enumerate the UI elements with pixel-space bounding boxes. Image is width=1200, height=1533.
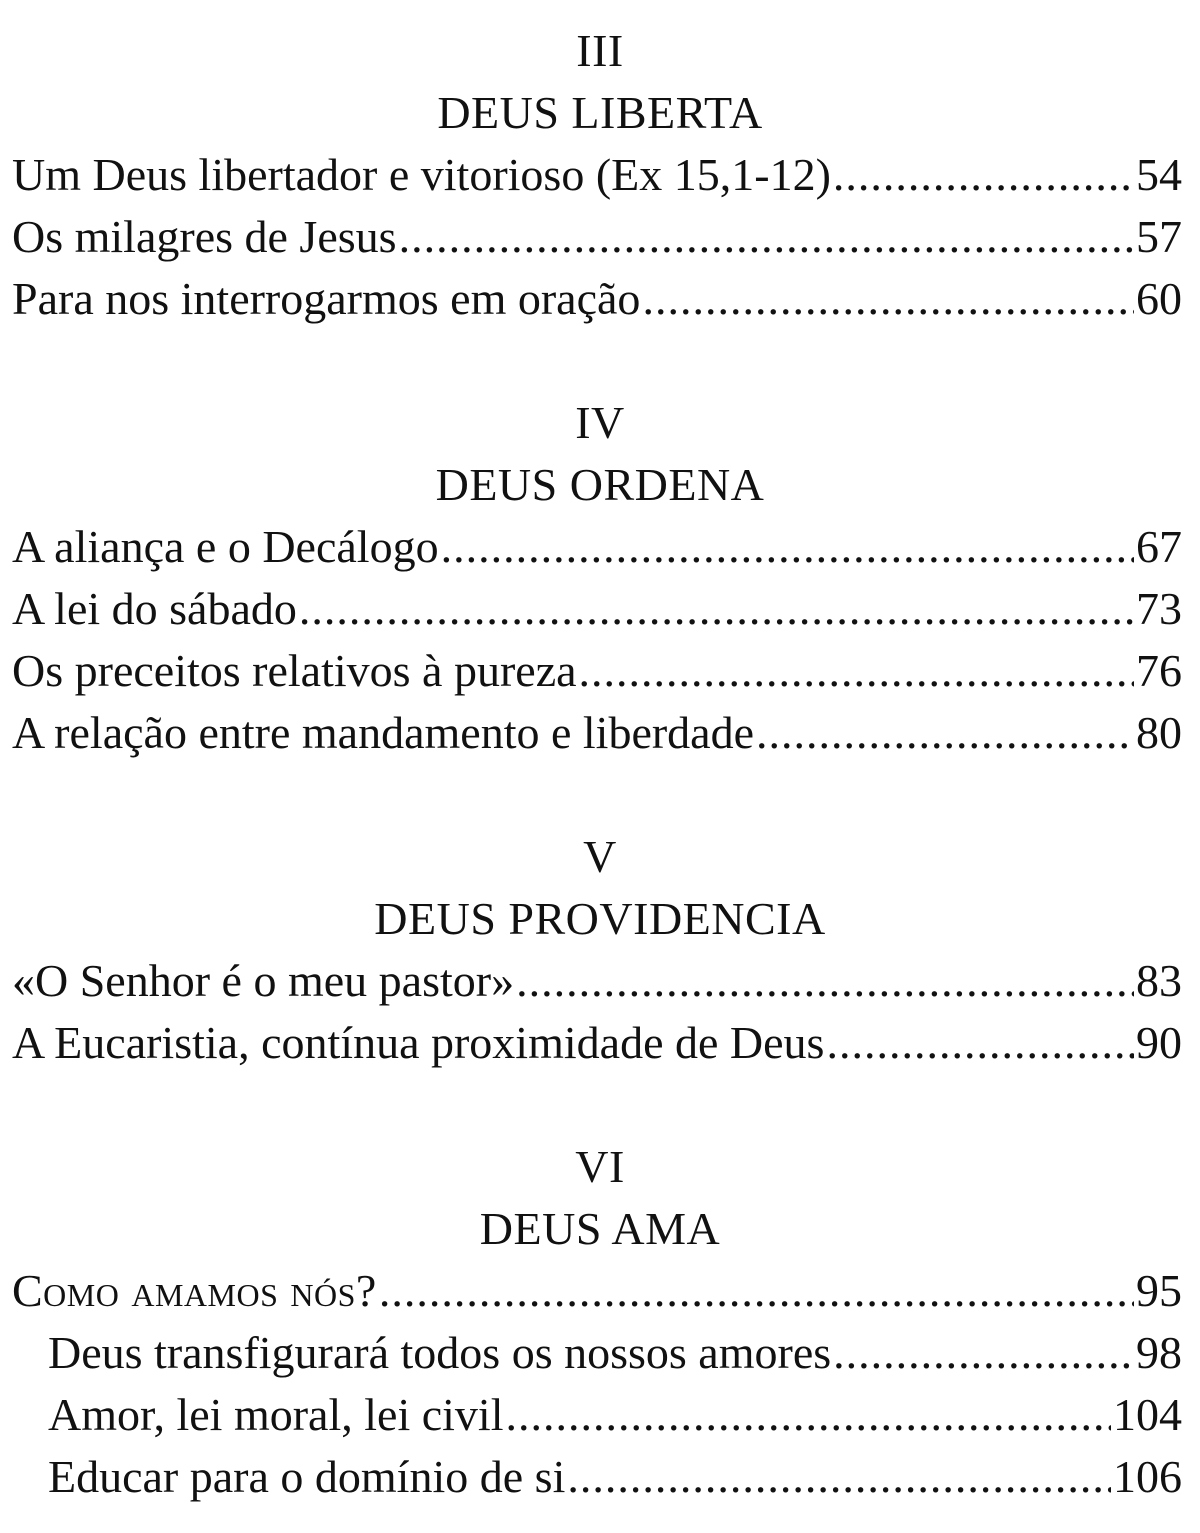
toc-section-iii xyxy=(0,20,1200,330)
toc-entry-page: 95 xyxy=(1136,1265,1182,1316)
toc-entry-title: Deus transfigurará todos os nossos amores xyxy=(48,1327,832,1378)
toc-entry-page: 98 xyxy=(1136,1327,1182,1378)
toc-entry-page: 60 xyxy=(1136,273,1182,324)
dot-leader xyxy=(567,1446,1111,1508)
section-heading: DEUS LIBERTA xyxy=(437,87,763,138)
dot-leader xyxy=(441,516,1134,578)
dot-leader xyxy=(299,578,1134,640)
toc-entry-title: Amor, lei moral, lei civil xyxy=(48,1389,504,1440)
dot-leader xyxy=(379,1260,1134,1322)
toc-entry[interactable] xyxy=(0,578,1200,640)
section-numeral: V xyxy=(583,831,617,882)
toc-entry-page: 67 xyxy=(1136,521,1182,572)
toc-subentry[interactable] xyxy=(0,1322,1200,1384)
toc-entry-page: 73 xyxy=(1136,583,1182,634)
toc-entry-page: 76 xyxy=(1136,645,1182,696)
dot-leader xyxy=(642,268,1134,330)
toc-entry-page: 90 xyxy=(1136,1017,1182,1068)
toc-entry-title: Para nos interrogarmos em oração xyxy=(12,273,641,324)
section-heading: DEUS ORDENA xyxy=(435,459,765,510)
toc-entry[interactable] xyxy=(0,950,1200,1012)
section-heading: DEUS PROVIDENCIA xyxy=(374,893,826,944)
dot-leader xyxy=(833,144,1134,206)
toc-entry-title: A Eucaristia, contínua proximidade de Deus xyxy=(12,1017,825,1068)
toc-section-vi xyxy=(0,1136,1200,1508)
toc-entry[interactable] xyxy=(0,268,1200,330)
toc-entry-title: Como amamos nós? xyxy=(12,1265,377,1316)
toc-entry-title: Os milagres de Jesus xyxy=(12,211,397,262)
toc-entry-title: A aliança e o Decálogo xyxy=(12,521,439,572)
toc-entry-title: Os preceitos relativos à pureza xyxy=(12,645,577,696)
toc-entry-page: 106 xyxy=(1113,1451,1182,1502)
section-numeral: III xyxy=(576,25,624,76)
toc-entry[interactable] xyxy=(0,516,1200,578)
toc-entry-title: A relação entre mandamento e liberdade xyxy=(12,707,755,758)
toc-entry-page: 83 xyxy=(1136,955,1182,1006)
toc-entry-title: Educar para o domínio de si xyxy=(48,1451,566,1502)
toc-subentry[interactable] xyxy=(0,1384,1200,1446)
toc-entry[interactable] xyxy=(0,1012,1200,1074)
toc-section-iv xyxy=(0,392,1200,764)
toc-entry[interactable] xyxy=(0,144,1200,206)
section-heading: DEUS AMA xyxy=(479,1203,721,1254)
toc-entry-title: «O Senhor é o meu pastor» xyxy=(12,955,515,1006)
toc-entry[interactable] xyxy=(0,1260,1200,1322)
section-numeral: IV xyxy=(575,397,625,448)
toc-subentry[interactable] xyxy=(0,1446,1200,1508)
toc-entry[interactable] xyxy=(0,702,1200,764)
toc-entry-title: A lei do sábado xyxy=(12,583,297,634)
toc-entry[interactable] xyxy=(0,640,1200,702)
dot-leader xyxy=(826,1012,1134,1074)
toc-entry-title: Um Deus libertador e vitorioso (Ex 15,1-12) xyxy=(12,149,831,200)
toc-entry-page: 57 xyxy=(1136,211,1182,262)
dot-leader xyxy=(506,1384,1112,1446)
toc-entry-page: 54 xyxy=(1136,149,1182,200)
dot-leader xyxy=(756,702,1134,764)
section-numeral: VI xyxy=(575,1141,625,1192)
dot-leader xyxy=(579,640,1134,702)
toc-entry-page: 80 xyxy=(1136,707,1182,758)
toc-section-v xyxy=(0,826,1200,1074)
dot-leader xyxy=(399,206,1134,268)
dot-leader xyxy=(833,1322,1134,1384)
toc-entry[interactable] xyxy=(0,206,1200,268)
toc-entry-page: 104 xyxy=(1113,1389,1182,1440)
dot-leader xyxy=(516,950,1134,1012)
